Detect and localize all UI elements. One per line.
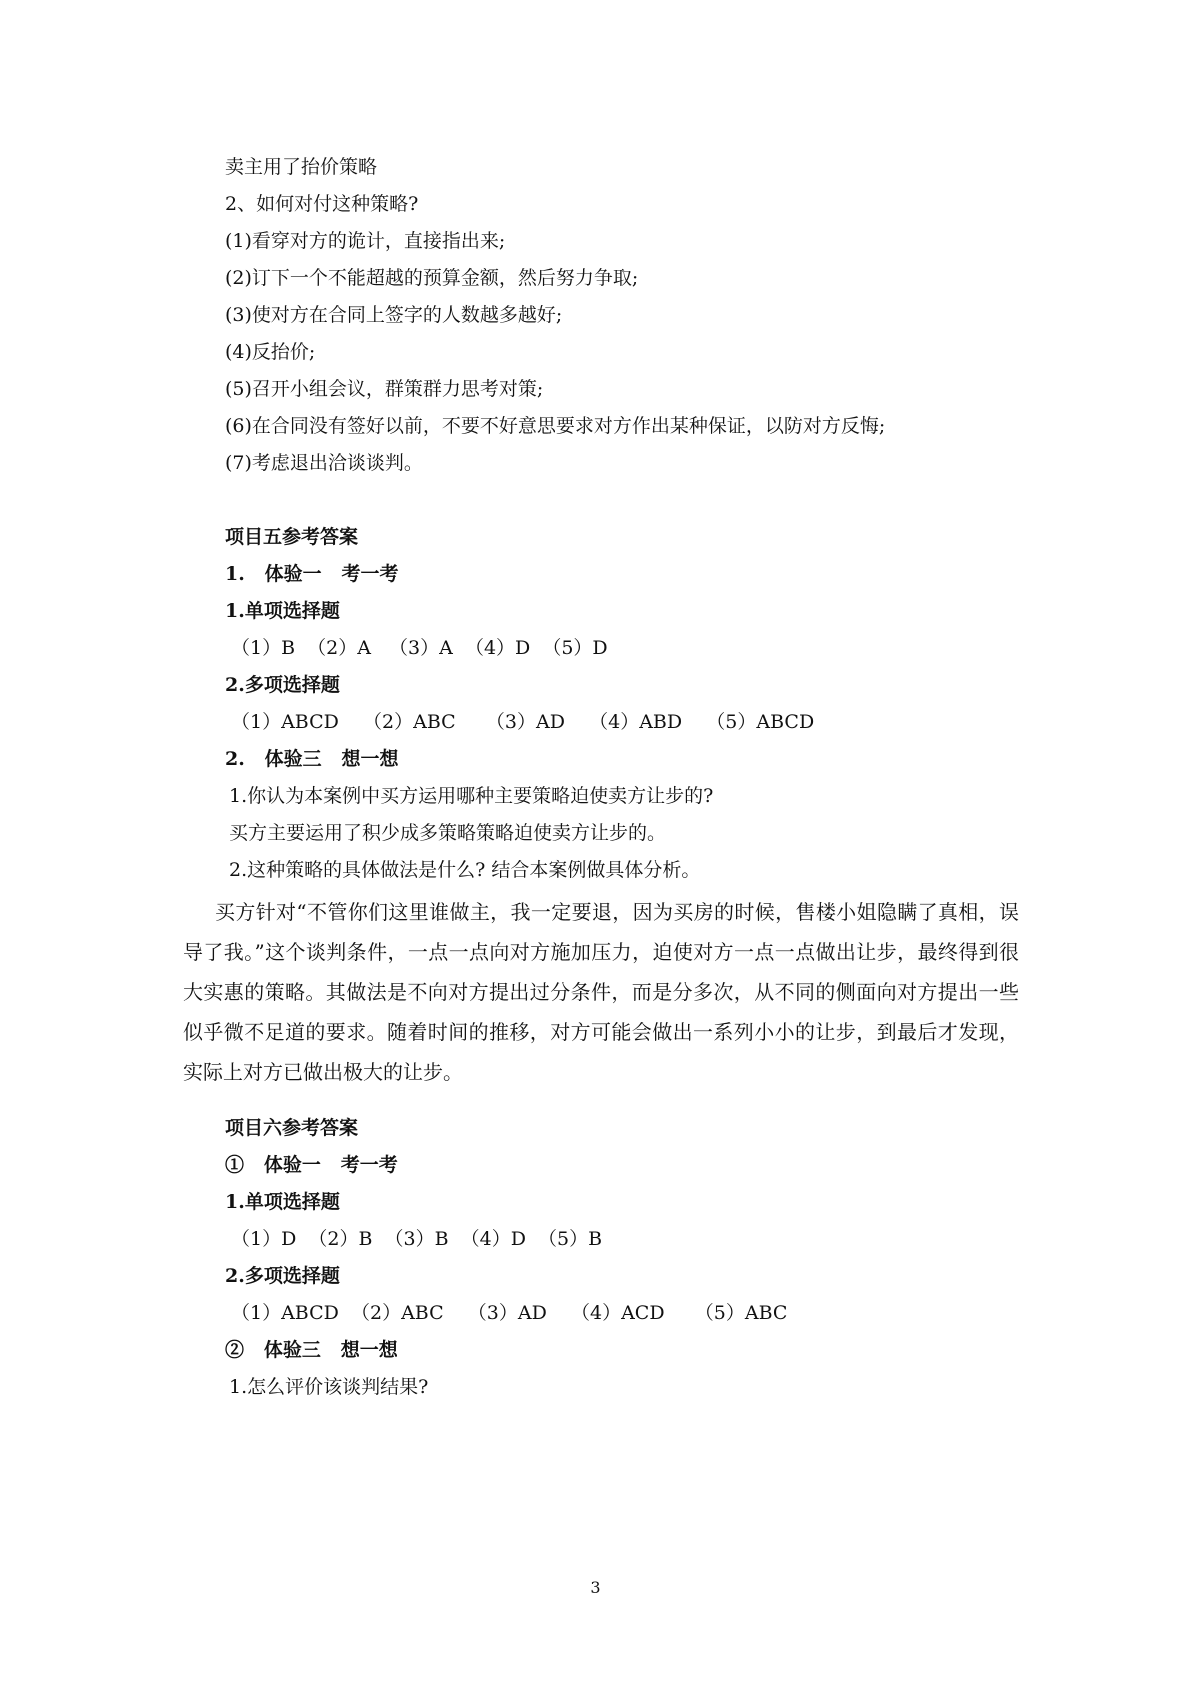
section-title-project5: 项目五参考答案 [225,526,359,548]
single-choice-answers: （1）B （2）A （3）A （4）D （5）D [231,637,608,659]
single-choice-answers: （1）D （2）B （3）B （4）D （5）B [231,1228,603,1250]
section-title-project6: 项目六参考答案 [225,1117,359,1139]
list-item: (5)召开小组会议，群策群力思考对策; [225,378,544,400]
subsection-heading: ② 体验三 想一想 [225,1339,398,1361]
answer-line: 买方主要运用了积少成多策略策略迫使卖方让步的。 [229,822,667,844]
list-item: (3)使对方在合同上签字的人数越多越好; [225,304,563,326]
single-choice-title: 1.单项选择题 [225,600,340,622]
question-line: 2.这种策略的具体做法是什么? 结合本案例做具体分析。 [229,859,701,881]
list-item: (4)反抬价; [225,341,316,363]
list-item: (1)看穿对方的诡计，直接指出来; [225,230,506,252]
list-item: (2)订下一个不能超越的预算金额，然后努力争取; [225,267,639,289]
question-line: 1.怎么评价该谈判结果? [229,1376,429,1398]
list-item: (7)考虑退出洽谈谈判。 [225,452,423,474]
multiple-choice-answers: （1）ABCD （2）ABC （3）AD （4）ABD （5）ABCD [231,711,815,733]
page-number: 3 [590,1578,601,1597]
multiple-choice-answers: （1）ABCD （2）ABC （3）AD （4）ACD （5）ABC [231,1302,788,1324]
subsection-heading: 1. 体验一 考一考 [225,563,399,585]
subsection-heading: ① 体验一 考一考 [225,1154,398,1176]
analysis-paragraph: 买方针对“不管你们这里谁做主，我一定要退，因为买房的时候，售楼小姐隐瞒了真相，误导了我。”这个谈判条件，一点一点向对方施加压力，迫使对方一点一点做出让步，最终得到很大实惠的策略。其做法是不向对方提出过分条件，而是分多次，从不同的侧面向对方提出一些似乎微不足道的要求。随着时间的推移，对方可能会做出一系列小小的让步，到最后才发现，实际上对方已做出极大的让步。 [183,900,1019,1084]
question-line: 2、如何对付这种策略? [225,193,419,215]
list-item: (6)在合同没有签好以前，不要不好意思要求对方作出某种保证，以防对方反悔; [225,415,886,437]
multiple-choice-title: 2.多项选择题 [225,1265,340,1287]
single-choice-title: 1.单项选择题 [225,1191,340,1213]
multiple-choice-title: 2.多项选择题 [225,674,340,696]
question-line: 1.你认为本案例中买方运用哪种主要策略迫使卖方让步的? [229,785,714,807]
strategy-answer-line: 卖主用了抬价策略 [225,156,378,178]
subsection-heading: 2. 体验三 想一想 [225,748,399,770]
